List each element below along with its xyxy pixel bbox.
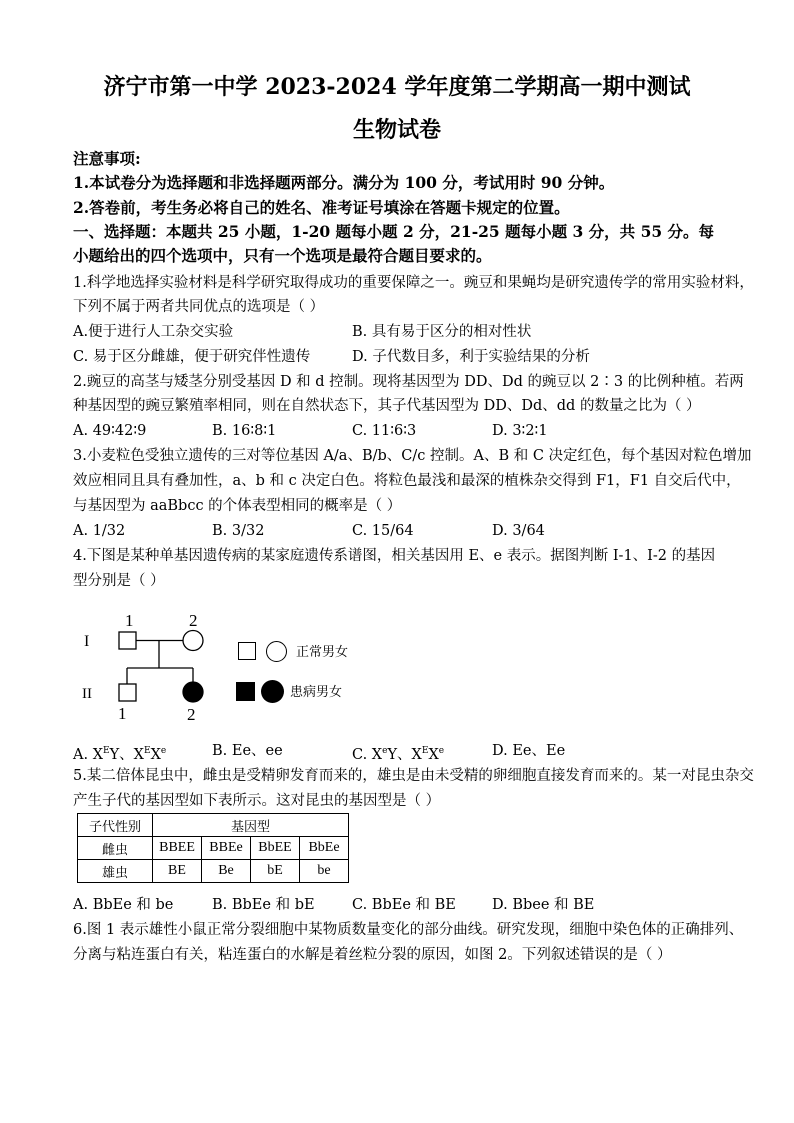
q4-option-b: B. Ee、ee bbox=[212, 743, 283, 759]
section1-instructions-2: 小题给出的四个选项中，只有一个选项是最符合题目要求的。 bbox=[73, 246, 492, 265]
q4-option-a: A. $X^EY$、$X^EXe$ bbox=[73, 746, 167, 763]
table-cell: Be bbox=[202, 860, 251, 883]
table-header-cell: 基因型 bbox=[153, 814, 349, 837]
q3-option-c: C. 15/64 bbox=[352, 523, 414, 539]
notice-item-2: 2.答卷前，考生务必将自己的姓名、准考证号填涂在答题卡规定的位置。 bbox=[73, 198, 570, 217]
q3-stem-2: 效应相同且具有叠加性，a、b 和 c 决定白色。将粒色最浅和最深的植株杂交得到 F1，F1 自交后代中， bbox=[73, 473, 741, 489]
male-normal-icon bbox=[119, 632, 136, 649]
subject-title: 生物试卷 bbox=[352, 117, 441, 143]
q2-option-d: D. 3∶2∶1 bbox=[492, 423, 548, 439]
table-header-row bbox=[78, 814, 349, 837]
q6-stem-2: 分离与粘连蛋白有关，粘连蛋白的水解是着丝粒分裂的原因，如图 2。下列叙述错误的是（ ） bbox=[73, 947, 672, 963]
q3-stem-3: 与基因型为 aaBbcc 的个体表型相同的概率是（ ） bbox=[73, 498, 402, 514]
table-cell: be bbox=[300, 860, 349, 883]
table-cell: BBEE bbox=[153, 837, 202, 860]
section1-instructions-1: 一、选择题：本题共 25 小题，1-20 题每小题 2 分，21-25 题每小题 3 分，共 55 分。每 bbox=[73, 222, 715, 241]
q5-option-d: D. Bbee 和 BE bbox=[492, 897, 595, 913]
legend-normal-label: 正常男女 bbox=[296, 645, 349, 660]
male-normal-icon bbox=[119, 684, 136, 701]
q2-option-a: A. 49∶42∶9 bbox=[73, 423, 147, 439]
q4-option-c: C. XeY、$X^EXe$ bbox=[352, 746, 445, 763]
notice-heading: 注意事项: bbox=[73, 149, 141, 168]
legend-affected-label: 患病男女 bbox=[290, 685, 343, 700]
genotype-table bbox=[77, 813, 349, 883]
q1-option-b: B. 具有易于区分的相对性状 bbox=[352, 324, 532, 340]
table-row bbox=[78, 837, 349, 860]
q2-option-b: B. 16∶8∶1 bbox=[212, 423, 277, 439]
q2-stem-2: 种基因型的豌豆繁殖率相同，则在自然状态下，其子代基因型为 DD、Dd、dd 的数量之比为（ ） bbox=[73, 398, 701, 414]
q6-stem-1: 6.图 1 表示雄性小鼠正常分裂细胞中某物质数量变化的部分曲线。研究发现，细胞中染色体的正确排列、 bbox=[73, 922, 744, 938]
legend-female-normal-icon bbox=[266, 641, 287, 662]
q3-option-d: D. 3/64 bbox=[492, 523, 545, 539]
female-affected-icon bbox=[183, 682, 203, 702]
q5-option-a: A. BbEe 和 be bbox=[73, 897, 174, 913]
q5-option-c: C. BbEe 和 BE bbox=[352, 897, 456, 913]
female-normal-icon bbox=[183, 631, 203, 651]
pedigree-chart bbox=[70, 602, 370, 732]
q4-stem-1: 4.下图是某种单基因遗传病的某家庭遗传系谱图，相关基因用 E、e 表示。据图判断 Ⅰ-1、Ⅰ-2 的基因 bbox=[73, 548, 716, 564]
legend-male-normal-icon bbox=[238, 642, 256, 660]
q2-stem-1: 2.豌豆的高茎与矮茎分别受基因 D 和 d 控制。现将基因型为 DD、Dd 的豌豆以 2∶3 的比例种植。若两 bbox=[73, 374, 744, 390]
notice-item-1: 1.本试卷分为选择题和非选择题两部分。满分为 100 分，考试用时 90 分钟。 bbox=[73, 173, 615, 192]
q1-stem-1: 1.科学地选择实验材料是科学研究取得成功的重要保障之一。豌豆和果蝇均是研究遗传学的常用实验材料， bbox=[73, 275, 754, 291]
legend-female-affected-icon bbox=[261, 680, 284, 703]
pedigree-number-i1: 1 bbox=[125, 611, 134, 630]
table-row bbox=[78, 860, 349, 883]
q1-option-c: C. 易于区分雌雄，便于研究伴性遗传 bbox=[73, 349, 311, 365]
q4-stem-2: 型分别是（ ） bbox=[73, 573, 165, 589]
pedigree-number-ii2: 2 bbox=[187, 705, 196, 724]
q1-option-d: D. 子代数目多，利于实验结果的分析 bbox=[352, 349, 590, 365]
table-cell: 雄虫 bbox=[78, 860, 153, 883]
pedigree-number-i2: 2 bbox=[189, 611, 198, 630]
generation-label-ii: II bbox=[82, 686, 92, 702]
generation-label-i: I bbox=[84, 633, 90, 650]
table-cell: BbEe bbox=[300, 837, 349, 860]
q4-option-d: D. Ee、Ee bbox=[492, 743, 566, 759]
q5-option-b: B. BbEe 和 bE bbox=[212, 897, 315, 913]
table-header-cell: 子代性别 bbox=[78, 814, 153, 837]
table-cell: BBEe bbox=[202, 837, 251, 860]
q3-option-a: A. 1/32 bbox=[73, 523, 126, 539]
q5-stem-2: 产生子代的基因型如下表所示。这对昆虫的基因型是（ ） bbox=[73, 793, 441, 809]
pedigree-number-ii1: 1 bbox=[118, 704, 127, 723]
table-cell: BE bbox=[153, 860, 202, 883]
q1-stem-2: 下列不属于两者共同优点的选项是（ ） bbox=[73, 299, 325, 315]
q3-stem-1: 3.小麦粒色受独立遗传的三对等位基因 A/a、B/b、C/c 控制。A、B 和 C 决定红色，每个基因对粒色增加 bbox=[73, 448, 752, 464]
q3-option-b: B. 3/32 bbox=[212, 523, 265, 539]
q5-stem-1: 5.某二倍体昆虫中，雌虫是受精卵发育而来的，雄虫是由未受精的卵细胞直接发育而来的。某一对昆虫杂交 bbox=[73, 768, 754, 784]
table-cell: bE bbox=[251, 860, 300, 883]
exam-title: 济宁市第一中学 2023-2024 学年度第二学期高一期中测试 bbox=[103, 74, 691, 100]
table-cell: 雌虫 bbox=[78, 837, 153, 860]
legend-male-affected-icon bbox=[236, 682, 255, 701]
q2-option-c: C. 11∶6∶3 bbox=[352, 423, 417, 439]
q1-option-a: A.便于进行人工杂交实验 bbox=[73, 324, 234, 340]
table-cell: BbEE bbox=[251, 837, 300, 860]
